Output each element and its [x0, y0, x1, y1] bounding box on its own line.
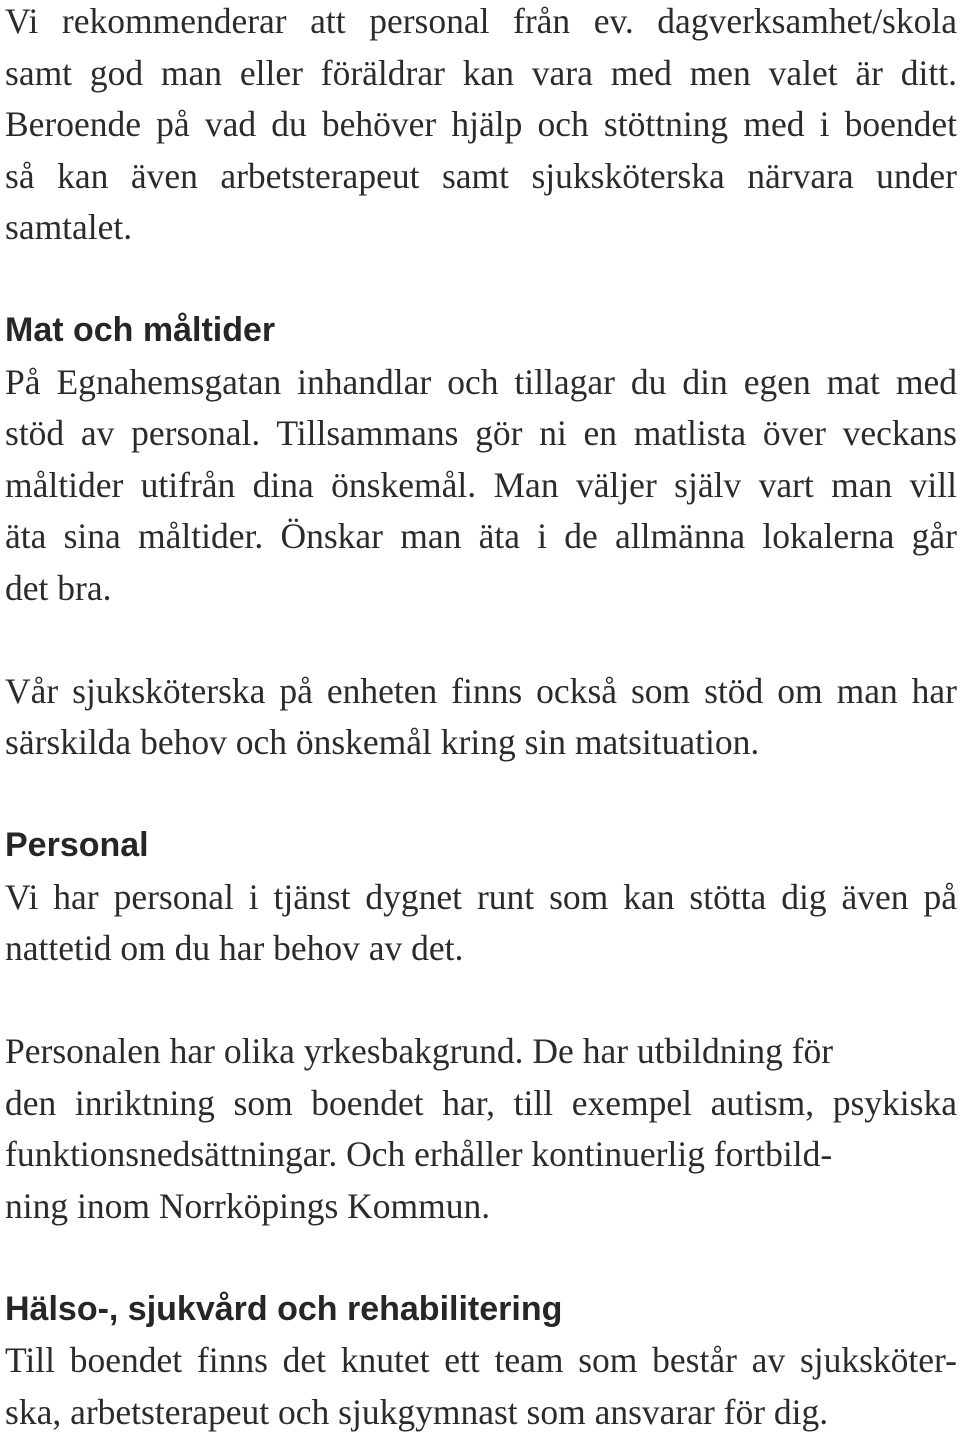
intro-paragraph	[5, 0, 957, 254]
section-heading-personal: Personal	[5, 820, 957, 872]
paragraph-gap	[5, 769, 957, 821]
paragraph-gap	[5, 614, 957, 666]
text-line: så kan även arbetsterapeut samt sjuksköterska närvara under	[5, 151, 957, 203]
text-line: måltider utifrån dina önskemål. Man väljer själv vart man vill	[5, 460, 957, 512]
text-line: Vi har personal i tjänst dygnet runt som kan stötta dig även på	[5, 872, 957, 924]
text-line: Personalen har olika yrkesbakgrund. De har utbildning för	[5, 1026, 957, 1078]
text-line: funktionsnedsättningar. Och erhåller kontinuerlig fortbild-	[5, 1129, 957, 1181]
document-page	[5, 0, 957, 1438]
text-line: det bra.	[5, 563, 957, 615]
paragraph-gap	[5, 975, 957, 1027]
text-line: ska, arbetsterapeut och sjukgymnast som ansvarar för dig.	[5, 1387, 957, 1438]
text-line: Till boendet finns det knutet ett team som består av sjuksköter-	[5, 1335, 957, 1387]
text-line: Vår sjuksköterska på enheten finns också som stöd om man har	[5, 666, 957, 718]
text-line: samt god man eller föräldrar kan vara med men valet är ditt.	[5, 48, 957, 100]
text-line: särskilda behov och önskemål kring sin matsituation.	[5, 717, 957, 769]
text-line: samtalet.	[5, 202, 957, 254]
section-heading-halso-sjukvard-rehabilitering: Hälso-, sjukvård och rehabilitering	[5, 1284, 957, 1336]
paragraph	[5, 872, 957, 975]
text-line: Vi rekommenderar att personal från ev. dagverksamhet/skola	[5, 0, 957, 48]
text-line: nattetid om du har behov av det.	[5, 923, 957, 975]
text-line: Beroende på vad du behöver hjälp och stöttning med i boendet	[5, 99, 957, 151]
paragraph	[5, 1335, 957, 1438]
paragraph-gap	[5, 1232, 957, 1284]
paragraph	[5, 666, 957, 769]
text-line: den inriktning som boendet har, till exempel autism, psykiska	[5, 1078, 957, 1130]
paragraph-gap	[5, 254, 957, 306]
paragraph	[5, 1026, 957, 1232]
text-line: äta sina måltider. Önskar man äta i de allmänna lokalerna går	[5, 511, 957, 563]
section-heading-mat-och-maltider: Mat och måltider	[5, 305, 957, 357]
text-line: stöd av personal. Tillsammans gör ni en matlista över veckans	[5, 408, 957, 460]
text-line: På Egnahemsgatan inhandlar och tillagar du din egen mat med	[5, 357, 957, 409]
paragraph	[5, 357, 957, 615]
text-line: ning inom Norrköpings Kommun.	[5, 1181, 957, 1233]
